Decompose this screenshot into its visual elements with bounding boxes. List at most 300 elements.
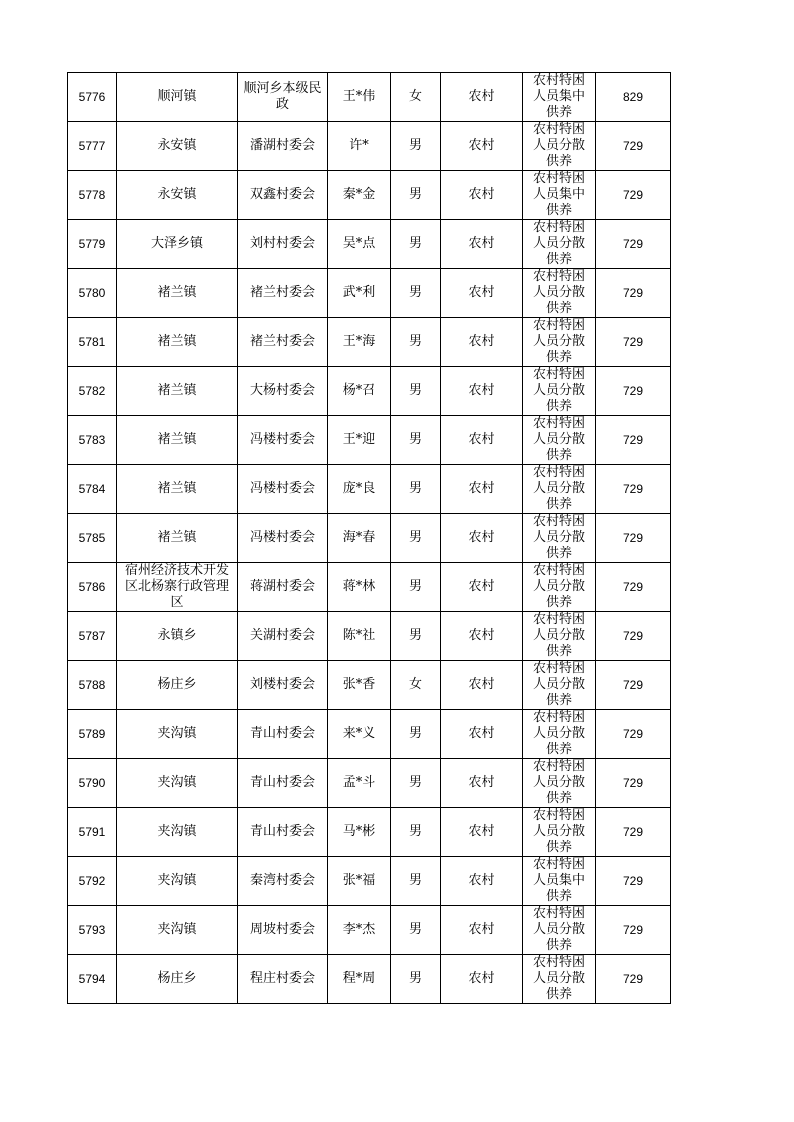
cell-town	[117, 171, 238, 220]
cell-name	[328, 857, 391, 906]
cell-town-text: 褚兰镇	[157, 334, 197, 349]
cell-town-text: 褚兰镇	[157, 530, 197, 545]
cell-name	[328, 759, 391, 808]
cell-unit	[238, 955, 328, 1004]
cell-name-text: 秦*金	[342, 187, 376, 202]
cell-town-text: 夹沟镇	[157, 726, 197, 741]
cell-unit	[238, 514, 328, 563]
cell-number	[68, 563, 117, 612]
cell-amount	[596, 955, 671, 1004]
cell-unit-text: 褚兰村委会	[249, 285, 315, 300]
cell-name	[328, 563, 391, 612]
cell-area-text: 农村	[468, 628, 495, 643]
cell-amount-text: 729	[622, 139, 644, 153]
cell-type-text: 农村特困人员分散供养	[532, 465, 585, 512]
cell-unit	[238, 171, 328, 220]
cell-amount	[596, 563, 671, 612]
cell-type	[523, 367, 596, 416]
cell-amount	[596, 318, 671, 367]
cell-amount	[596, 171, 671, 220]
cell-number-text: 5779	[78, 237, 106, 251]
cell-number-text: 5793	[78, 923, 106, 937]
cell-area-text: 农村	[468, 187, 495, 202]
cell-amount	[596, 367, 671, 416]
cell-town	[117, 122, 238, 171]
cell-town	[117, 318, 238, 367]
cell-unit-text: 程庄村委会	[249, 971, 315, 986]
cell-town	[117, 808, 238, 857]
cell-area-text: 农村	[468, 334, 495, 349]
cell-name-text: 张*福	[342, 873, 376, 888]
cell-type-text: 农村特困人员分散供养	[532, 269, 585, 316]
cell-number	[68, 73, 117, 122]
cell-area-text: 农村	[468, 285, 495, 300]
cell-type-text: 农村特困人员集中供养	[532, 73, 585, 120]
cell-town	[117, 514, 238, 563]
table-row	[68, 416, 671, 465]
cell-gender-text: 男	[408, 971, 422, 986]
cell-area-text: 农村	[468, 432, 495, 447]
cell-amount	[596, 661, 671, 710]
cell-unit-text: 青山村委会	[249, 775, 315, 790]
cell-type	[523, 416, 596, 465]
cell-unit-text: 大杨村委会	[249, 383, 315, 398]
cell-type-text: 农村特困人员集中供养	[532, 171, 585, 218]
cell-town	[117, 710, 238, 759]
cell-number-text: 5777	[78, 139, 106, 153]
cell-unit-text: 冯楼村委会	[249, 481, 315, 496]
cell-name	[328, 73, 391, 122]
cell-town-text: 褚兰镇	[157, 432, 197, 447]
cell-gender-text: 女	[408, 89, 422, 104]
cell-number-text: 5789	[78, 727, 106, 741]
cell-name-text: 马*彬	[342, 824, 376, 839]
cell-type	[523, 759, 596, 808]
cell-name	[328, 416, 391, 465]
cell-gender	[391, 367, 441, 416]
cell-gender	[391, 122, 441, 171]
cell-number	[68, 220, 117, 269]
cell-town-text: 宿州经济技术开发区北杨寨行政管理区	[124, 563, 229, 610]
table-row	[68, 710, 671, 759]
cell-town-text: 夹沟镇	[157, 824, 197, 839]
cell-name-text: 庞*良	[342, 481, 376, 496]
cell-town-text: 永安镇	[157, 187, 197, 202]
cell-type	[523, 122, 596, 171]
cell-amount-text: 729	[622, 727, 644, 741]
cell-amount	[596, 857, 671, 906]
table-row	[68, 269, 671, 318]
cell-number	[68, 612, 117, 661]
cell-gender-text: 男	[408, 726, 422, 741]
cell-type-text: 农村特困人员分散供养	[532, 808, 585, 855]
cell-type-text: 农村特困人员分散供养	[532, 759, 585, 806]
cell-name	[328, 612, 391, 661]
cell-gender	[391, 465, 441, 514]
cell-gender	[391, 171, 441, 220]
cell-type-text: 农村特困人员分散供养	[532, 563, 585, 610]
cell-name	[328, 171, 391, 220]
cell-name-text: 杨*召	[342, 383, 376, 398]
cell-unit	[238, 73, 328, 122]
cell-type-text: 农村特困人员集中供养	[532, 857, 585, 904]
cell-unit	[238, 367, 328, 416]
cell-area-text: 农村	[468, 236, 495, 251]
cell-number	[68, 710, 117, 759]
cell-number-text: 5792	[78, 874, 106, 888]
cell-name-text: 来*义	[342, 726, 376, 741]
cell-type	[523, 955, 596, 1004]
cell-amount-text: 729	[622, 825, 644, 839]
cell-amount-text: 829	[622, 90, 644, 104]
cell-gender	[391, 710, 441, 759]
table-row	[68, 955, 671, 1004]
cell-gender-text: 男	[408, 775, 422, 790]
cell-gender-text: 男	[408, 481, 422, 496]
cell-area	[441, 563, 523, 612]
cell-unit-text: 周坡村委会	[249, 922, 315, 937]
cell-amount	[596, 759, 671, 808]
cell-name-text: 程*周	[342, 971, 376, 986]
cell-area	[441, 73, 523, 122]
cell-town	[117, 563, 238, 612]
cell-amount-text: 729	[622, 531, 644, 545]
cell-type-text: 农村特困人员分散供养	[532, 367, 585, 414]
cell-unit	[238, 563, 328, 612]
cell-area-text: 农村	[468, 530, 495, 545]
cell-type	[523, 514, 596, 563]
cell-amount	[596, 808, 671, 857]
table-row	[68, 367, 671, 416]
cell-gender	[391, 220, 441, 269]
cell-gender	[391, 857, 441, 906]
cell-type	[523, 318, 596, 367]
cell-town-text: 褚兰镇	[157, 481, 197, 496]
cell-name-text: 武*利	[342, 285, 376, 300]
cell-area	[441, 514, 523, 563]
cell-number	[68, 661, 117, 710]
cell-name	[328, 955, 391, 1004]
cell-area-text: 农村	[468, 775, 495, 790]
cell-town	[117, 612, 238, 661]
cell-name	[328, 122, 391, 171]
cell-type-text: 农村特困人员分散供养	[532, 612, 585, 659]
cell-area-text: 农村	[468, 383, 495, 398]
cell-town-text: 褚兰镇	[157, 285, 197, 300]
cell-town-text: 永安镇	[157, 138, 197, 153]
cell-name-text: 孟*斗	[342, 775, 376, 790]
cell-unit	[238, 465, 328, 514]
cell-unit-text: 顺河乡本级民政	[243, 81, 322, 112]
cell-town	[117, 955, 238, 1004]
cell-unit-text: 褚兰村委会	[249, 334, 315, 349]
cell-amount	[596, 122, 671, 171]
cell-gender-text: 男	[408, 530, 422, 545]
cell-number-text: 5783	[78, 433, 106, 447]
cell-amount-text: 729	[622, 237, 644, 251]
cell-amount-text: 729	[622, 629, 644, 643]
cell-type	[523, 612, 596, 661]
cell-area	[441, 318, 523, 367]
cell-area	[441, 955, 523, 1004]
cell-unit	[238, 808, 328, 857]
table-row	[68, 73, 671, 122]
cell-area	[441, 808, 523, 857]
cell-town	[117, 73, 238, 122]
cell-area-text: 农村	[468, 922, 495, 937]
cell-gender	[391, 759, 441, 808]
cell-gender-text: 女	[408, 677, 422, 692]
cell-area	[441, 465, 523, 514]
cell-unit	[238, 220, 328, 269]
cell-number-text: 5794	[78, 972, 106, 986]
cell-area	[441, 612, 523, 661]
cell-unit-text: 青山村委会	[249, 726, 315, 741]
cell-name-text: 李*杰	[342, 922, 376, 937]
cell-area-text: 农村	[468, 481, 495, 496]
table-row	[68, 563, 671, 612]
cell-number-text: 5791	[78, 825, 106, 839]
cell-amount	[596, 269, 671, 318]
cell-town	[117, 416, 238, 465]
cell-amount	[596, 514, 671, 563]
cell-number	[68, 955, 117, 1004]
cell-gender-text: 男	[408, 922, 422, 937]
table-row	[68, 808, 671, 857]
cell-unit-text: 秦湾村委会	[249, 873, 315, 888]
cell-number-text: 5782	[78, 384, 106, 398]
cell-name-text: 陈*社	[342, 628, 376, 643]
table-row	[68, 612, 671, 661]
cell-number	[68, 367, 117, 416]
cell-area-text: 农村	[468, 971, 495, 986]
cell-number-text: 5784	[78, 482, 106, 496]
cell-number	[68, 171, 117, 220]
cell-gender-text: 男	[408, 236, 422, 251]
cell-name-text: 王*伟	[342, 89, 376, 104]
cell-town	[117, 759, 238, 808]
cell-unit	[238, 269, 328, 318]
cell-gender-text: 男	[408, 138, 422, 153]
cell-type	[523, 710, 596, 759]
cell-number	[68, 318, 117, 367]
cell-amount-text: 729	[622, 923, 644, 937]
cell-name-text: 张*香	[342, 677, 376, 692]
cell-number-text: 5785	[78, 531, 106, 545]
cell-number	[68, 465, 117, 514]
cell-type	[523, 661, 596, 710]
cell-number	[68, 857, 117, 906]
cell-unit-text: 关湖村委会	[249, 628, 315, 643]
cell-number-text: 5786	[78, 580, 106, 594]
cell-amount-text: 729	[622, 482, 644, 496]
cell-gender-text: 男	[408, 432, 422, 447]
cell-town-text: 杨庄乡	[157, 677, 197, 692]
cell-unit	[238, 661, 328, 710]
cell-area-text: 农村	[468, 726, 495, 741]
cell-gender	[391, 514, 441, 563]
cell-town	[117, 465, 238, 514]
cell-number	[68, 808, 117, 857]
cell-gender-text: 男	[408, 873, 422, 888]
cell-name	[328, 808, 391, 857]
cell-town	[117, 857, 238, 906]
cell-name	[328, 661, 391, 710]
cell-area	[441, 710, 523, 759]
cell-town-text: 永镇乡	[157, 628, 197, 643]
table-row	[68, 661, 671, 710]
cell-name-text: 吴*点	[342, 236, 376, 251]
table-row	[68, 220, 671, 269]
cell-number	[68, 416, 117, 465]
cell-town-text: 褚兰镇	[157, 383, 197, 398]
cell-type-text: 农村特困人员分散供养	[532, 514, 585, 561]
cell-gender-text: 男	[408, 334, 422, 349]
cell-number-text: 5788	[78, 678, 106, 692]
cell-gender	[391, 416, 441, 465]
cell-unit	[238, 906, 328, 955]
cell-number-text: 5776	[78, 90, 106, 104]
cell-area	[441, 220, 523, 269]
cell-gender	[391, 661, 441, 710]
cell-amount-text: 729	[622, 776, 644, 790]
cell-type	[523, 269, 596, 318]
cell-area	[441, 122, 523, 171]
cell-area	[441, 661, 523, 710]
cell-amount-text: 729	[622, 188, 644, 202]
cell-name-text: 王*迎	[342, 432, 376, 447]
cell-area	[441, 269, 523, 318]
cell-gender-text: 男	[408, 628, 422, 643]
cell-type-text: 农村特困人员分散供养	[532, 710, 585, 757]
cell-number-text: 5778	[78, 188, 106, 202]
cell-unit	[238, 759, 328, 808]
cell-type	[523, 220, 596, 269]
cell-type	[523, 906, 596, 955]
cell-amount	[596, 465, 671, 514]
cell-unit	[238, 318, 328, 367]
cell-area	[441, 416, 523, 465]
cell-amount-text: 729	[622, 384, 644, 398]
cell-name-text: 蒋*林	[342, 579, 376, 594]
cell-town-text: 夹沟镇	[157, 922, 197, 937]
cell-name	[328, 367, 391, 416]
cell-type-text: 农村特困人员分散供养	[532, 318, 585, 365]
cell-area	[441, 857, 523, 906]
cell-type	[523, 171, 596, 220]
cell-amount-text: 729	[622, 580, 644, 594]
cell-unit-text: 刘楼村委会	[249, 677, 315, 692]
cell-gender-text: 男	[408, 824, 422, 839]
cell-amount-text: 729	[622, 433, 644, 447]
table-row	[68, 514, 671, 563]
cell-amount-text: 729	[622, 874, 644, 888]
table-row	[68, 857, 671, 906]
cell-town	[117, 906, 238, 955]
table-row	[68, 318, 671, 367]
cell-town-text: 杨庄乡	[157, 971, 197, 986]
cell-unit-text: 蒋湖村委会	[249, 579, 315, 594]
cell-number	[68, 759, 117, 808]
cell-amount	[596, 710, 671, 759]
cell-amount-text: 729	[622, 286, 644, 300]
cell-amount	[596, 73, 671, 122]
cell-town-text: 夹沟镇	[157, 873, 197, 888]
cell-unit	[238, 612, 328, 661]
table-row	[68, 906, 671, 955]
cell-amount-text: 729	[622, 678, 644, 692]
cell-area	[441, 906, 523, 955]
cell-type-text: 农村特困人员分散供养	[532, 220, 585, 267]
table-row	[68, 759, 671, 808]
cell-gender	[391, 73, 441, 122]
cell-area	[441, 367, 523, 416]
cell-name	[328, 269, 391, 318]
cell-area-text: 农村	[468, 824, 495, 839]
cell-type-text: 农村特困人员分散供养	[532, 416, 585, 463]
cell-amount	[596, 906, 671, 955]
cell-type-text: 农村特困人员分散供养	[532, 661, 585, 708]
roster-body	[68, 73, 671, 1004]
cell-unit-text: 冯楼村委会	[249, 530, 315, 545]
cell-type	[523, 73, 596, 122]
cell-number	[68, 122, 117, 171]
cell-gender	[391, 318, 441, 367]
cell-number	[68, 269, 117, 318]
cell-amount-text: 729	[622, 335, 644, 349]
cell-unit-text: 冯楼村委会	[249, 432, 315, 447]
cell-town	[117, 661, 238, 710]
cell-number-text: 5787	[78, 629, 106, 643]
cell-gender	[391, 563, 441, 612]
cell-area	[441, 171, 523, 220]
cell-number-text: 5780	[78, 286, 106, 300]
cell-amount	[596, 220, 671, 269]
cell-type	[523, 808, 596, 857]
cell-number	[68, 906, 117, 955]
cell-type	[523, 465, 596, 514]
cell-town-text: 大泽乡镇	[150, 236, 203, 251]
roster-table	[67, 72, 671, 1004]
cell-name	[328, 906, 391, 955]
cell-unit	[238, 857, 328, 906]
cell-gender	[391, 955, 441, 1004]
cell-amount	[596, 612, 671, 661]
cell-gender	[391, 612, 441, 661]
cell-unit-text: 刘村村委会	[249, 236, 315, 251]
cell-unit-text: 青山村委会	[249, 824, 315, 839]
cell-unit-text: 潘湖村委会	[249, 138, 315, 153]
cell-number-text: 5781	[78, 335, 106, 349]
cell-area-text: 农村	[468, 677, 495, 692]
cell-town	[117, 220, 238, 269]
cell-area	[441, 759, 523, 808]
cell-name-text: 海*春	[342, 530, 376, 545]
cell-amount-text: 729	[622, 972, 644, 986]
cell-type-text: 农村特困人员分散供养	[532, 955, 585, 1002]
cell-town-text: 顺河镇	[157, 89, 197, 104]
cell-number	[68, 514, 117, 563]
cell-town-text: 夹沟镇	[157, 775, 197, 790]
cell-name	[328, 710, 391, 759]
cell-type	[523, 563, 596, 612]
table-row	[68, 122, 671, 171]
cell-gender-text: 男	[408, 579, 422, 594]
cell-gender-text: 男	[408, 187, 422, 202]
cell-gender	[391, 808, 441, 857]
cell-unit	[238, 122, 328, 171]
table-row	[68, 171, 671, 220]
